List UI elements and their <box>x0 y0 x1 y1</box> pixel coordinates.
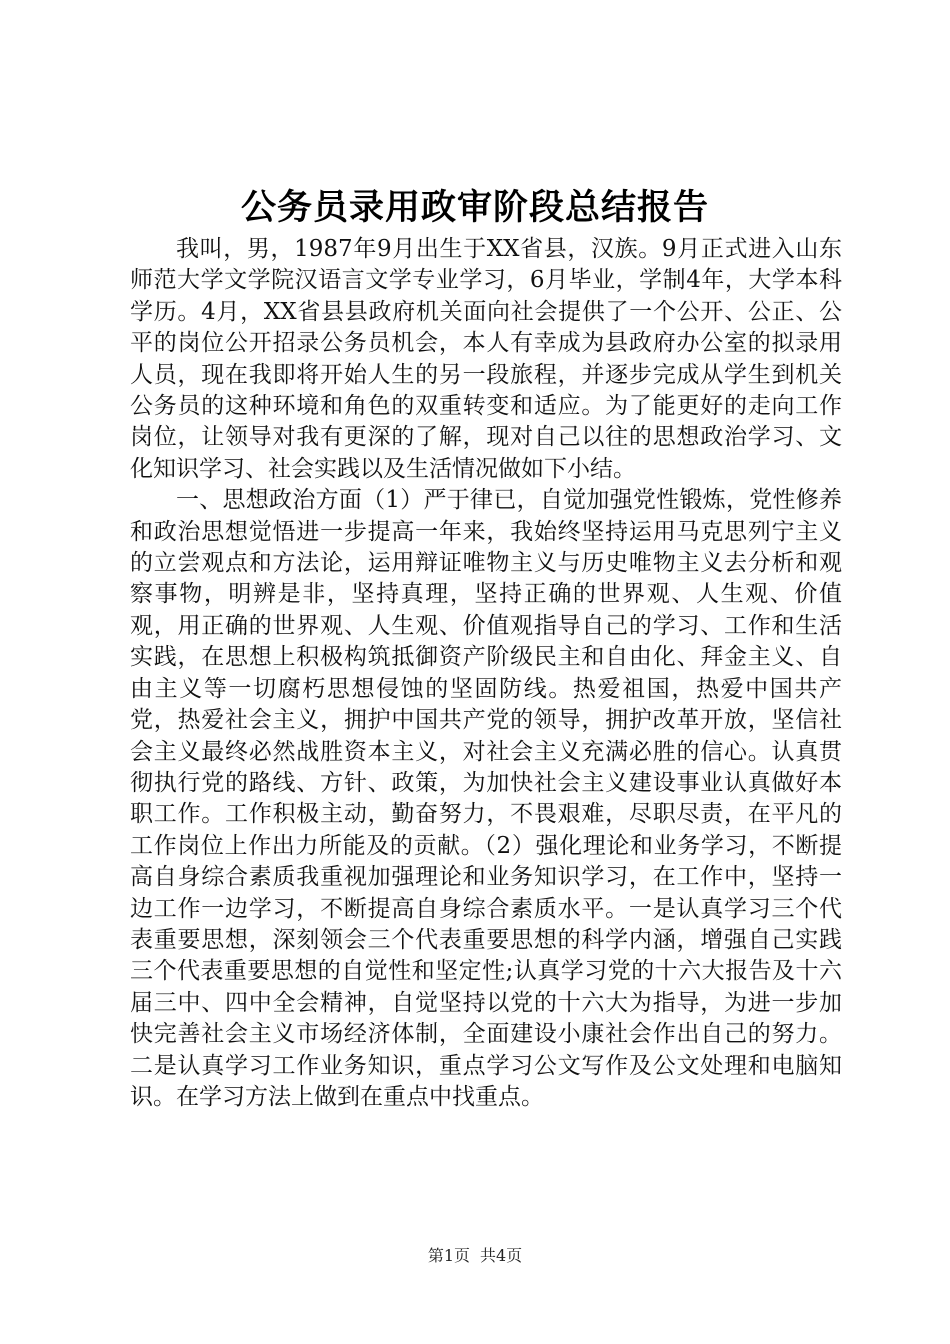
page-number: 第1页 <box>427 1246 470 1265</box>
page-total: 共4页 <box>480 1246 523 1265</box>
document-title: 公务员录用政审阶段总结报告 <box>240 188 709 228</box>
paragraph-intro: 我叫，男，1987年9月出生于XX省县，汉族。9月正式进入山东师范大学文学院汉语言文学专业学习，6月毕业，学制4年，大学本科学历。4月，XX省县县政府机关面向社会提供了一个公开、公正、公平的岗位公开招录公务员机会，本人有幸成为县政府办公室的拟录用人员，现在我即将开始人生的另一段旅程，并逐步完成从学生到机关公务员的这种环境和角色的双重转变和适应。为了能更好的走向工作岗位，让领导对我有更深的了解，现对自己以往的思想政治学习、文化知识学习、社会实践以及生活情况做如下小结。 <box>130 236 842 482</box>
document-body <box>130 234 842 1113</box>
paragraph-political: 一、思想政治方面（1）严于律已，自觉加强党性锻炼，党性修养和政治思想觉悟进一步提高一年来，我始终坚持运用马克思列宁主义的立尝观点和方法论，运用辩证唯物主义与历史唯物主义去分析和观察事物，明辨是非，坚持真理，坚持正确的世界观、人生观、价值观，用正确的世界观、人生观、价值观指导自己的学习、工作和生活实践，在思想上积极构筑抵御资产阶级民主和自由化、拜金主义、自由主义等一切腐朽思想侵蚀的坚固防线。热爱祖国，热爱中国共产党，热爱社会主义，拥护中国共产党的领导，拥护改革开放，坚信社会主义最终必然战胜资本主义，对社会主义充满必胜的信心。认真贯彻执行党的路线、方针、政策，为加快社会主义建设事业认真做好本职工作。工作积极主动，勤奋努力，不畏艰难，尽职尽责，在平凡的工作岗位上作出力所能及的贡献。（2）强化理论和业务学习，不断提高自身综合素质我重视加强理论和业务知识学习，在工作中，坚持一边工作一边学习，不断提高自身综合素质水平。一是认真学习三个代表重要思想，深刻领会三个代表重要思想的科学内涵，增强自己实践三个代表重要思想的自觉性和坚定性;认真学习党的十六大报告及十六届三中、四中全会精神，自觉坚持以党的十六大为指导，为进一步加快完善社会主义市场经济体制，全面建设小康社会作出自己的努力。二是认真学习工作业务知识，重点学习公文写作及公文处理和电脑知识。在学习方法上做到在重点中找重点。 <box>130 487 842 1110</box>
page-footer <box>0 1246 950 1266</box>
